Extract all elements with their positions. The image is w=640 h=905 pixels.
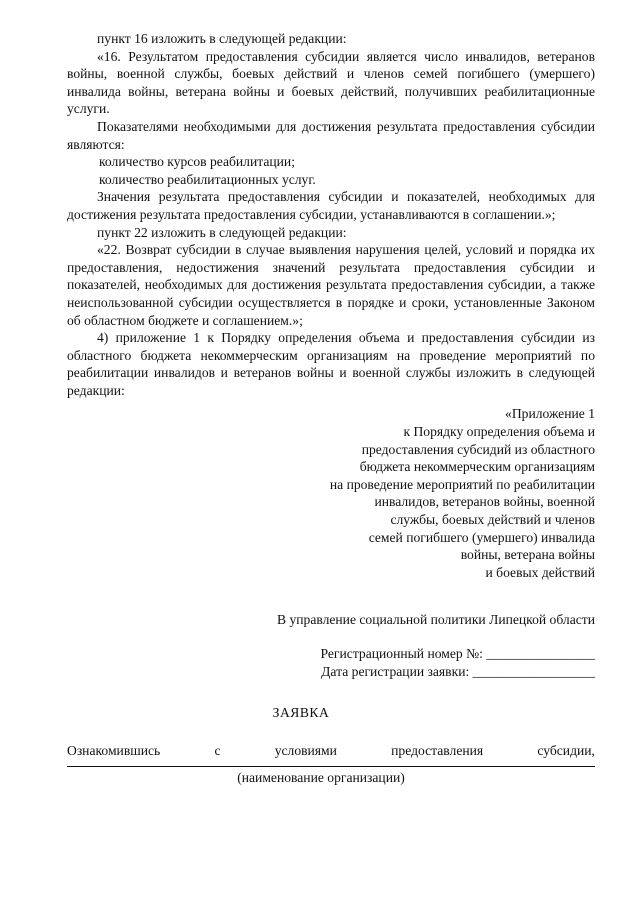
paragraph-clause-16: «16. Результатом предоставления субсидии является число инвалидов, ветеранов войны, военной службы, боевых действий и членов семей погибшего (умершего) инвалида войны, ветерана войны и боевых действий, получивших реабилитационные услуги. xyxy=(67,48,595,117)
appendix-line: и боевых действий xyxy=(485,564,595,580)
list-item-courses: количество курсов реабилитации; xyxy=(99,154,295,170)
intro-word: предоставления xyxy=(391,742,484,758)
intro-word: условиями xyxy=(274,742,337,758)
intro-word: субсидии, xyxy=(537,742,595,758)
document-page xyxy=(67,30,595,787)
organization-name-line xyxy=(67,760,595,767)
appendix-line: предоставления субсидий из областного xyxy=(361,441,595,457)
registration-number-field: Регистрационный номер №: ________________ xyxy=(320,646,595,661)
appendix-header xyxy=(67,405,595,581)
intro-sentence xyxy=(67,742,595,760)
paragraph-values: Значения результата предоставления субсидии и показателей, необходимых для достижения результата предоставления субсидии, устанавливаются в соглашении.»; xyxy=(67,189,595,222)
appendix-line: семей погибшего (умершего) инвалида xyxy=(368,529,595,545)
appendix-line: инвалидов, ветеранов войны, военной xyxy=(374,494,595,510)
paragraph-appendix-change: 4) приложение 1 к Порядку определения объема и предоставления субсидии из областного бюджета некоммерческим организациям на проведение мероприятий по реабилитации инвалидов и ветеранов войны и военной службы изложить в следующей редакции: xyxy=(67,330,595,398)
intro-word: с xyxy=(214,742,221,758)
appendix-line: на проведение мероприятий по реабилитации xyxy=(329,476,595,492)
appendix-line: бюджета некоммерческим организациям xyxy=(359,459,595,475)
appendix-line: войны, ветерана войны xyxy=(460,547,595,563)
paragraph-clause-16-intro: пункт 16 изложить в следующей редакции: xyxy=(97,31,347,46)
paragraph-clause-22: «22. Возврат субсидии в случае выявления нарушения целей, условий и порядка их предоставления, недостижения значений результата предоставления субсидии и показателей, необходимых для достижения результата предоставления субсидии, а также неиспользованной субсидии осуществляется в порядке и сроки, установленные Законом об областном бюджете и соглашением.»; xyxy=(67,242,595,328)
paragraph-indicators: Показателями необходимыми для достижения результата предоставления субсидии являются: xyxy=(67,118,595,152)
intro-word: Ознакомившись xyxy=(67,742,161,758)
registration-block xyxy=(67,645,595,680)
paragraph-clause-22-intro: пункт 22 изложить в следующей редакции: xyxy=(97,224,347,240)
appendix-line: службы, боевых действий и членов xyxy=(390,512,595,528)
registration-date-field: Дата регистрации заявки: __________________ xyxy=(321,663,595,679)
organization-name-caption: (наименование организации) xyxy=(237,770,405,786)
appendix-line: «Приложение 1 xyxy=(505,406,595,422)
addressee: В управление социальной политики Липецкой области xyxy=(276,612,595,628)
appendix-line: к Порядку определения объема и xyxy=(403,424,595,440)
form-title: ЗАЯВКА xyxy=(272,705,330,721)
list-item-services: количество реабилитационных услуг. xyxy=(99,171,316,187)
